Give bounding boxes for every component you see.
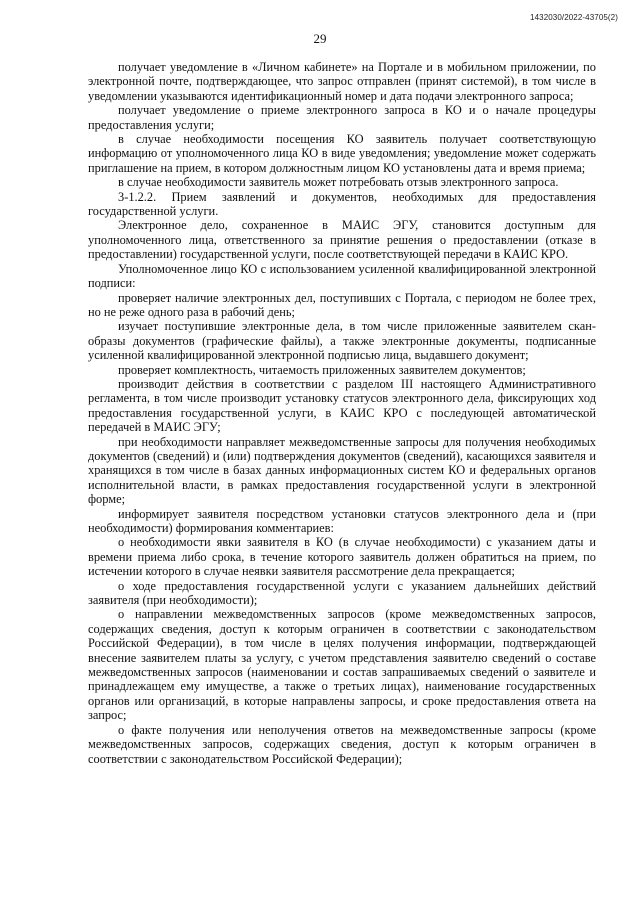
paragraph: о направлении межведомственных запросов (кроме межведомственных запросов, содержащих сведения, доступ к которым ограничен в соответствии с законодательством Российской Федерации), в том числе в целях получения информации, подтверждающей внесение заявителем платы за услугу, с учетом представления заявителю сведений о составе межведомственных запросов (наименовании и состав запрашиваемых сведений о заявителе и принадлежащем ему имуществе, а также о третьих лицах), наименование государственных органов или организаций, в которые направлены запросы, и сроке предоставления ответа на запрос; [88,607,596,723]
paragraph: получает уведомление в «Личном кабинете» на Портале и в мобильном приложении, по электронной почте, подтверждающее, что запрос отправлен (принят системой), в том числе в уведомлении указываются идентификационный номер и дата подачи электронного запроса; [88,60,596,103]
paragraph: о необходимости явки заявителя в КО (в случае необходимости) с указанием даты и времени приема либо срока, в течение которого заявитель должен обратиться на прием, по истечении которого в случае неявки заявителя рассмотрение дела прекращается; [88,535,596,579]
paragraph: при необходимости направляет межведомственные запросы для получения необходимых документов (сведений) и (или) подтверждения документов (сведений), касающихся заявителя и хранящихся в том числе в базах данных информационных систем КО и федеральных органов исполнительной власти, в рамках предоставления государственной услуги в электронной форме; [88,434,596,507]
paragraph: информирует заявителя посредством установки статусов электронного дела и (при необходимости) формирования комментариев: [88,506,596,535]
paragraph: о ходе предоставления государственной услуги с указанием дальнейших действий заявителя (при необходимости); [88,578,596,608]
paragraph: Электронное дело, сохраненное в МАИС ЭГУ, становится доступным для уполномоченного лица, ответственного за принятие решения о предоставлении (отказе в предоставлении) государственной услуги, после соответствующей передачи в КАИС КРО. [88,218,596,262]
paragraph: Уполномоченное лицо КО с использованием усиленной квалифицированной электронной подписи: [88,261,596,291]
paragraph: получает уведомление о приеме электронного запроса в КО и о начале процедуры предоставления услуги; [88,103,596,132]
document-body [88,60,596,766]
paragraph: изучает поступившие электронные дела, в том числе приложенные заявителем скан-образы документов (графические файлы), а также электронные документы, подписанные усиленной квалифицированной электронной подписью лица, выдавшего документ; [88,319,596,363]
paragraph: производит действия в соответствии с разделом III настоящего Административного регламента, в том числе производит установку статусов электронного дела, фиксирующих ход предоставления государственной услуги, в КАИС КРО с последующей автоматической передачей в МАИС ЭГУ; [88,376,596,435]
page-number: 29 [313,31,327,46]
document-registration-number: 1432030/2022-43705(2) [530,13,618,22]
section-heading: 3-1.2.2. Прием заявлений и документов, необходимых для предоставления государственной услуги. [88,189,596,219]
paragraph: проверяет комплектность, читаемость приложенных заявителем документов; [118,362,526,377]
paragraph: проверяет наличие электронных дел, поступивших с Портала, с периодом не более трех, но не реже одного раза в рабочий день; [88,290,596,319]
paragraph: в случае необходимости заявитель может потребовать отзыв электронного запроса. [118,175,559,190]
paragraph: о факте получения или неполучения ответов на межведомственные запросы (кроме межведомственных запросов, содержащих сведения, доступ к которым ограничен в соответствии с законодательством Российской Федерации); [88,722,596,766]
paragraph: в случае необходимости посещения КО заявитель получает соответствующую информацию от уполномоченного лица КО в виде уведомления; уведомление может содержать приглашение на прием, в котором должностным лицом КО установлены дата и время приема; [88,132,596,175]
